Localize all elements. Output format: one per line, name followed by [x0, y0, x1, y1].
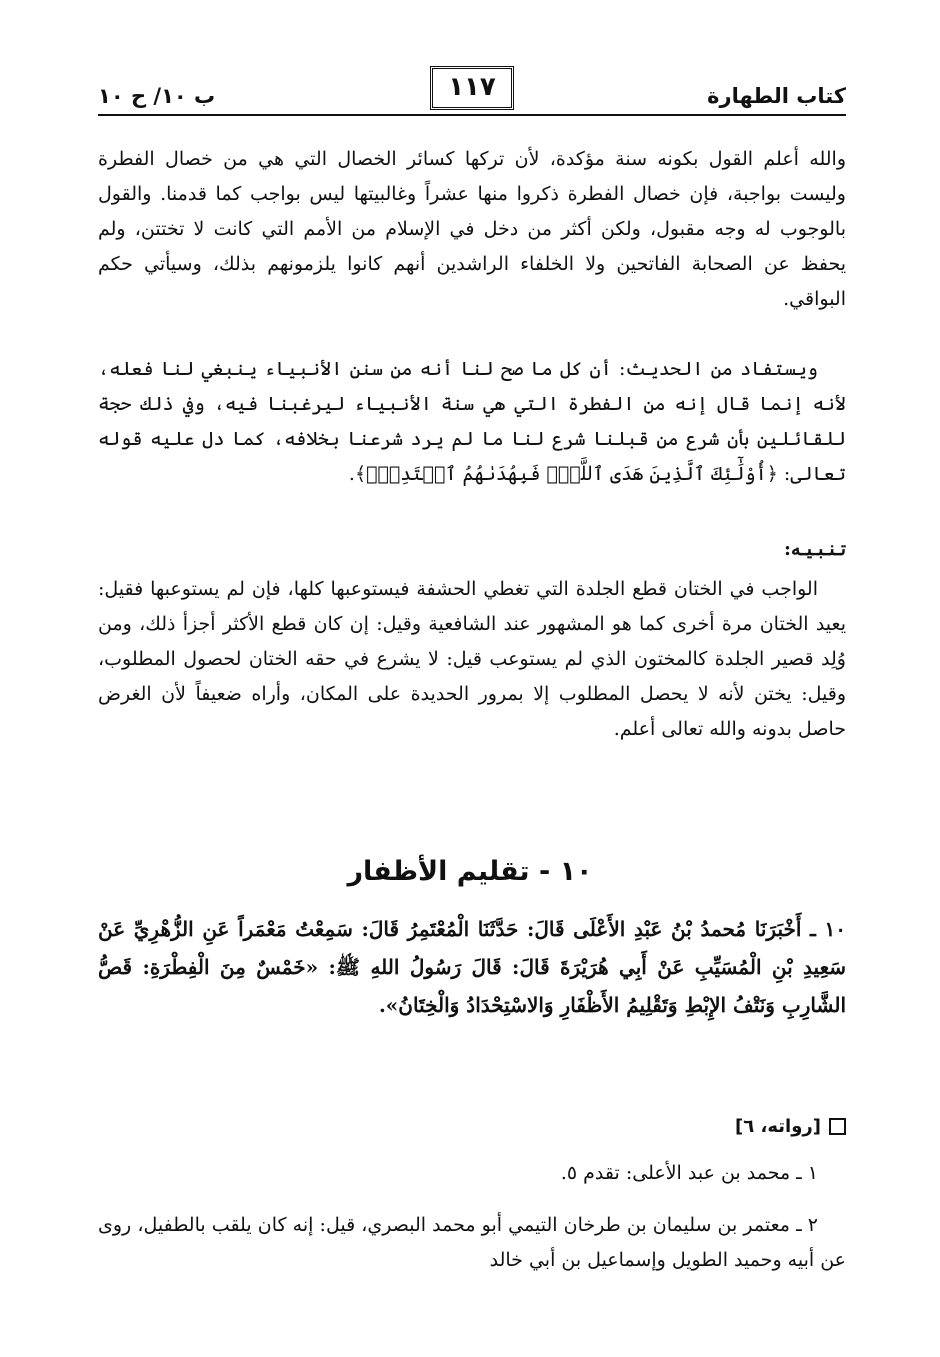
square-bullet-icon: [829, 1118, 846, 1135]
chapter-hadith-reference: ب ١٠/ ح ١٠: [98, 84, 216, 108]
narrators-heading-label: [رواته، ٦]: [735, 1116, 821, 1137]
header-divider: [98, 114, 846, 116]
commentary-paragraph-2: [98, 352, 846, 492]
page-header: [98, 66, 846, 118]
narrator-entry: [98, 1156, 846, 1191]
book-title: كتاب الطهارة: [707, 84, 846, 108]
commentary-paragraph-1: [98, 142, 846, 317]
page-number: ١١٧: [448, 72, 496, 102]
paragraph-text: الواجب في الختان قطع الجلدة التي تغطي الحشفة فيستوعبها كلها، فإن لم يستوعبها فقيل: يعيد الختان مرة أخرى كما هو المشهور عند الشافعية وقيل: إن كان قطع الأكثر أجزأ ذلك، ومن وُلِد قصير الجلدة كالمختون الذي لم يستوعب قيل: لا يشرع في حقه الختان لحصول المطلوب، وقيل: يختن لأنه لا يحصل المطلوب إلا بمرور الحديدة على المكان، وأراه ضعيفاً لأن الغرض حاصل بدونه والله تعالى أعلم.: [98, 578, 846, 740]
narrator-text: ١ ـ محمد بن عبد الأعلى: تقدم ٥.: [560, 1162, 818, 1184]
narrators-heading: [735, 1116, 846, 1137]
narrator-entry: [98, 1208, 846, 1278]
tanbih-heading: تـنـبـيـه:: [784, 538, 846, 560]
hadith-text: [98, 910, 846, 1024]
hadith-body: ١٠ ـ أَخْبَرَنَا مُحمدُ بْنُ عَبْدِ الأَعْلَى قَالَ: حَدَّثَنَا الْمُعْتَمِرُ قَالَ: سَمِعْتُ مَعْمَراً عَنِ الزُّهْرِيِّ عَنْ سَعِيدِ بْنِ الْمُسَيِّبِ عَنْ أَبِي هُرَيْرَةَ قَالَ: قَالَ رَسُولُ اللهِ ﷺ: «خَمْسٌ مِنَ الْفِطْرَةِ: قَصُّ الشَّارِبِ وَنَتْفُ الإِبْطِ وَتَقْلِيمُ الأَظْفَارِ وَالاسْتِحْدَادُ وَالْخِتَانُ».: [98, 917, 846, 1017]
paragraph-text: ويستفاد من الحديث: أن كل ما صح لنا أنه من سنن الأنبياء ينبغي لنا فعله، لأنه إنما قال إنه من الفطرة التي هي سنة الأنبياء ليرغبنا فيه، وفي ذلك حجة للقائلين بأن شرع من قبلنا شرع لنا ما لم يرد شرعنا بخلافه، كما دل عليه قوله تعالى: ﴿أُوْلَٰٓئِكَ ٱلَّذِينَ هَدَى ٱللَّهُۖ فَبِهُدَىٰهُمُ ٱقۡتَدِهۡۗ﴾.: [98, 358, 846, 485]
narrator-text: ٢ ـ معتمر بن سليمان بن طرخان التيمي أبو محمد البصري، قيل: إنه كان يلقب بالطفيل، روى عن أبيه وحميد الطويل وإسماعيل بن أبي خالد: [98, 1214, 846, 1271]
paragraph-text: والله أعلم القول بكونه سنة مؤكدة، لأن تركها كسائر الخصال التي هي من خصال الفطرة وليست بواجبة، فإن خصال الفطرة ذكروا منها عشراً وغالبيتها ليس بواجب كما قدمنا. والقول بالوجوب له وجه مقبول، ولكن أكثر من دخل في الإسلام من الأمم التي كانت لا تختتن، ولم يحفظ عن الصحابة الفاتحين ولا الخلفاء الراشدين أنهم كانوا يلزمونهم بذلك، وسيأتي حكم البواقي.: [98, 148, 846, 310]
chapter-title: ١٠ - تقليم الأظفار: [347, 856, 593, 887]
page-number-frame: [430, 66, 514, 110]
commentary-paragraph-3: [98, 572, 846, 747]
